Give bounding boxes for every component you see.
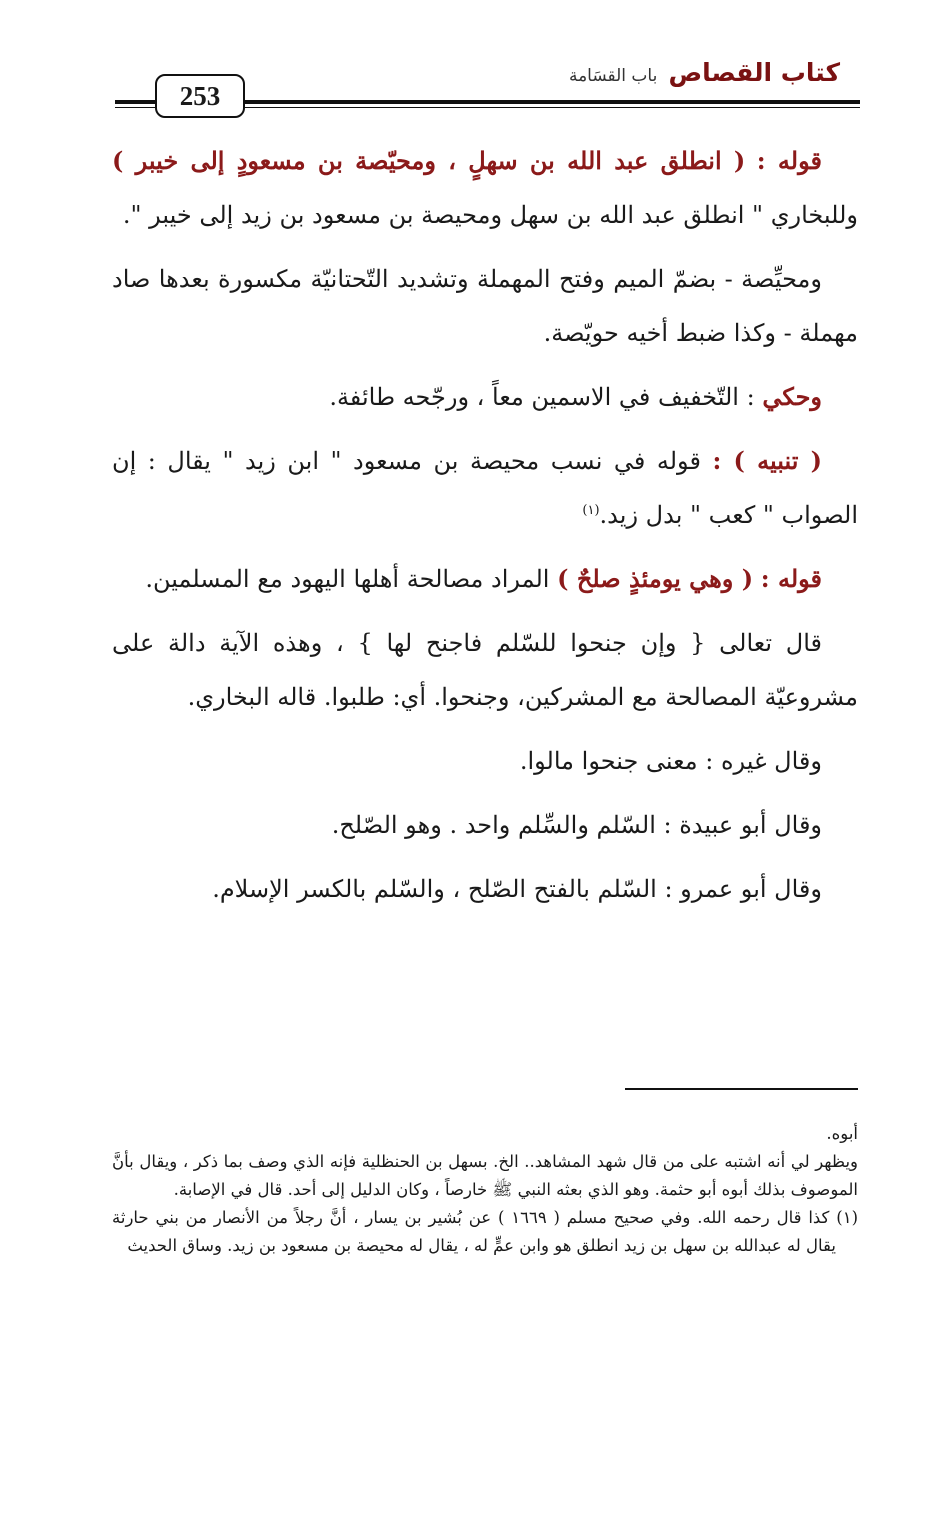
paragraph-1: [112, 134, 858, 242]
running-header: [569, 58, 840, 87]
paragraph-text: : التّخفيف في الاسمين معاً ، ورجّحه طائفة.: [329, 383, 755, 411]
paragraph-8: وقال أبو عبيدة : السّلم والسِّلم واحد . وهو الصّلح.: [331, 811, 822, 839]
book-title: كتاب القصاص: [668, 58, 840, 87]
footnote-ref: (١): [582, 503, 600, 518]
main-text: [112, 134, 858, 926]
paragraph-text: وللبخاري " انطلق عبد الله بن سهل ومحيصة بن مسعود بن زيد إلى خيبر ".: [122, 201, 858, 229]
paragraph-text: قوله في نسب محيصة بن مسعود " ابن زيد " يقال : إن الصواب " كعب " بدل زيد.: [112, 447, 858, 529]
paragraph-3: [112, 370, 858, 424]
quoted-hadith: ( وهي يومئذٍ صلحٌ ): [557, 564, 754, 593]
paragraph-6: قال تعالى { وإن جنحوا للسّلم فاجنح لها } ، وهذه الآية دالة على مشروعيّة المصالحة مع المشركين، وجنحوا. أي: طلبوا. قاله البخاري.: [112, 629, 858, 711]
quoted-hadith: ( انطلق عبد الله بن سهلٍ ، ومحيّصة بن مسعودٍ إلى خيبر ): [112, 146, 746, 175]
page-number-badge: [155, 74, 245, 118]
paragraph-5: [112, 552, 858, 606]
chapter-title: باب القسَامة: [568, 66, 658, 86]
footnote-1: (١) كذا قال رحمه الله. وفي صحيح مسلم ( ١٦٦٩ ) عن بُشير بن يسار ، أنَّ رجلاً من الأنصار من بني حارثة يقال له عبدالله بن سهل بن زيد انطلق هو وابن عمٍّ له ، يقال له محيصة بن مسعود بن زيد. وساق الحديث: [112, 1208, 858, 1255]
paragraph-7: وقال غيره : معنى جنحوا مالوا.: [519, 747, 822, 775]
footnote-separator: [625, 1088, 858, 1090]
paragraph-text: المراد مصالحة أهلها اليهود مع المسلمين.: [145, 565, 550, 593]
footnote-continuation: ويظهر لي أنه اشتبه على من قال شهد المشاهد.. الخ. بسهل بن الحنظلية فإنه الذي وصف بما ذكر ، ويقال بأنَّ الموصوف بذلك أبوه أبو حثمة. وهو الذي بعثه النبي ﷺ خارصاً ، وكان الدليل إلى أحد. قال في الإصابة.: [112, 1152, 858, 1199]
quote-label: وحكي: [762, 382, 822, 411]
quote-label: قوله :: [756, 146, 822, 175]
footnote-continuation: أبوه.: [826, 1124, 858, 1143]
page-number: 253: [179, 80, 221, 111]
quote-label: قوله :: [760, 564, 822, 593]
footnotes: [112, 1120, 858, 1260]
paragraph-2: ومحيِّصة - بضمّ الميم وفتح المهملة وتشديد التّحتانيّة مكسورة بعدها صاد مهملة - وكذا ضبط أخيه حويّصة.: [112, 265, 858, 347]
paragraph-9: وقال أبو عمرو : السّلم بالفتح الصّلح ، والسّلم بالكسر الإسلام.: [212, 875, 822, 903]
paragraph-4: [112, 434, 858, 542]
note-label: ( تنبيه ) :: [712, 446, 822, 475]
